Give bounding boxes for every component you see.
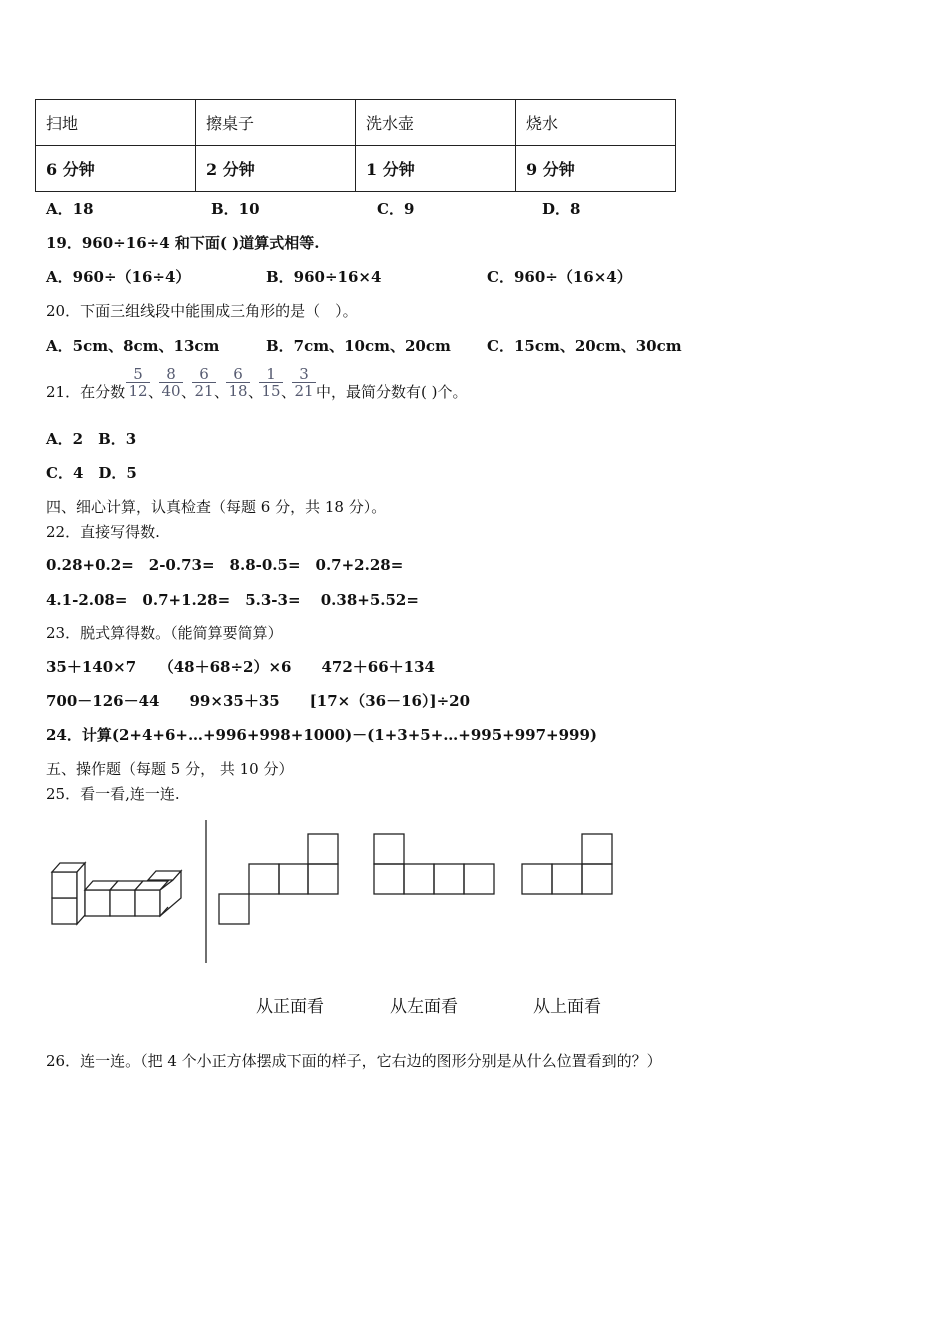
fraction-separator: 、 <box>148 383 164 401</box>
q18-option-c: C．9 <box>377 200 415 218</box>
view-shape-1 <box>219 834 338 924</box>
q20-option-b: B．7cm、10cm、20cm <box>266 337 451 355</box>
fraction-separator: 、 <box>214 383 230 401</box>
q23-row1: 35＋140×7 （48＋68÷2）×6 472＋66＋134 <box>46 658 435 676</box>
fraction-numerator: 8 <box>166 365 176 383</box>
table-cell: 2 分钟 <box>196 146 356 192</box>
view-shape-2 <box>374 834 494 894</box>
fraction-numerator: 6 <box>199 365 209 383</box>
q18-option-a: A．18 <box>46 200 94 218</box>
q22-row1: 0.28+0.2= 2-0.73= 8.8-0.5= 0.7+2.28= <box>46 556 404 574</box>
q21-options-row2: C．4 D．5 <box>46 464 137 482</box>
q24-stem: 24．计算(2+4+6+…+996+998+1000)－(1+3+5+…+995+997+999) <box>46 726 598 744</box>
q21-options-row1: A．2 B．3 <box>46 430 137 448</box>
table-cell: 烧水 <box>516 100 676 146</box>
table-cell: 洗水壶 <box>356 100 516 146</box>
q19-stem: 19．960÷16÷4 和下面( )道算式相等. <box>46 234 320 252</box>
q25-stem: 25．看一看,连一连. <box>46 785 180 803</box>
q21-suffix: 中，最简分数有( )个。 <box>316 383 468 401</box>
q22-row2: 4.1-2.08= 0.7+1.28= 5.3-3= 0.38+5.52= <box>46 591 419 609</box>
q18-option-d: D．8 <box>542 200 581 218</box>
fraction-separator: 、 <box>181 383 197 401</box>
q19-option-c: C．960÷（16×4） <box>487 268 632 286</box>
view-label-front: 从正面看 <box>256 997 324 1017</box>
fraction-separator: 、 <box>281 383 297 401</box>
fraction-denominator: 15 <box>259 382 283 399</box>
fraction-numerator: 6 <box>233 365 243 383</box>
table-cell: 擦桌子 <box>196 100 356 146</box>
q19-option-b: B．960÷16×4 <box>266 268 382 286</box>
q21-prefix: 21．在分数 <box>46 383 126 401</box>
q23-stem: 23．脱式算得数。（能简算要简算） <box>46 624 283 642</box>
fraction-numerator: 3 <box>299 365 309 383</box>
table-cell: 扫地 <box>36 100 196 146</box>
table-cell: 1 分钟 <box>356 146 516 192</box>
view-label-top: 从上面看 <box>533 997 601 1017</box>
q18-option-b: B．10 <box>211 200 260 218</box>
fraction-denominator: 21 <box>192 382 216 399</box>
view-shape-3 <box>522 834 612 894</box>
q22-stem: 22．直接写得数. <box>46 523 160 541</box>
q19-option-a: A．960÷（16÷4） <box>46 268 191 286</box>
fraction-denominator: 21 <box>292 382 316 399</box>
fraction-numerator: 1 <box>266 365 276 383</box>
q20-option-c: C．15cm、20cm、30cm <box>487 337 682 355</box>
section5-title: 五、操作题（每题 5 分， 共 10 分） <box>46 760 294 778</box>
fraction-denominator: 18 <box>226 382 250 399</box>
cube-arrangement-3d <box>52 863 181 924</box>
q20-option-a: A．5cm、8cm、13cm <box>46 337 220 355</box>
table-cell: 9 分钟 <box>516 146 676 192</box>
q23-row2: 700－126－44 99×35＋35 [17×（36－16）]÷20 <box>46 692 471 710</box>
view-label-left: 从左面看 <box>390 997 458 1017</box>
fraction-separator: 、 <box>248 383 264 401</box>
section4-title: 四、细心计算，认真检查（每题 6 分，共 18 分）。 <box>46 498 387 516</box>
q26-stem: 26．连一连。（把 4 个小正方体摆成下面的样子，它右边的图形分别是从什么位置看到的？） <box>46 1052 662 1070</box>
fraction-denominator: 12 <box>126 382 150 399</box>
table-cell: 6 分钟 <box>36 146 196 192</box>
fraction-denominator: 40 <box>159 382 183 399</box>
fraction-numerator: 5 <box>133 365 143 383</box>
q20-stem: 20．下面三组线段中能围成三角形的是（ ）。 <box>46 302 358 320</box>
